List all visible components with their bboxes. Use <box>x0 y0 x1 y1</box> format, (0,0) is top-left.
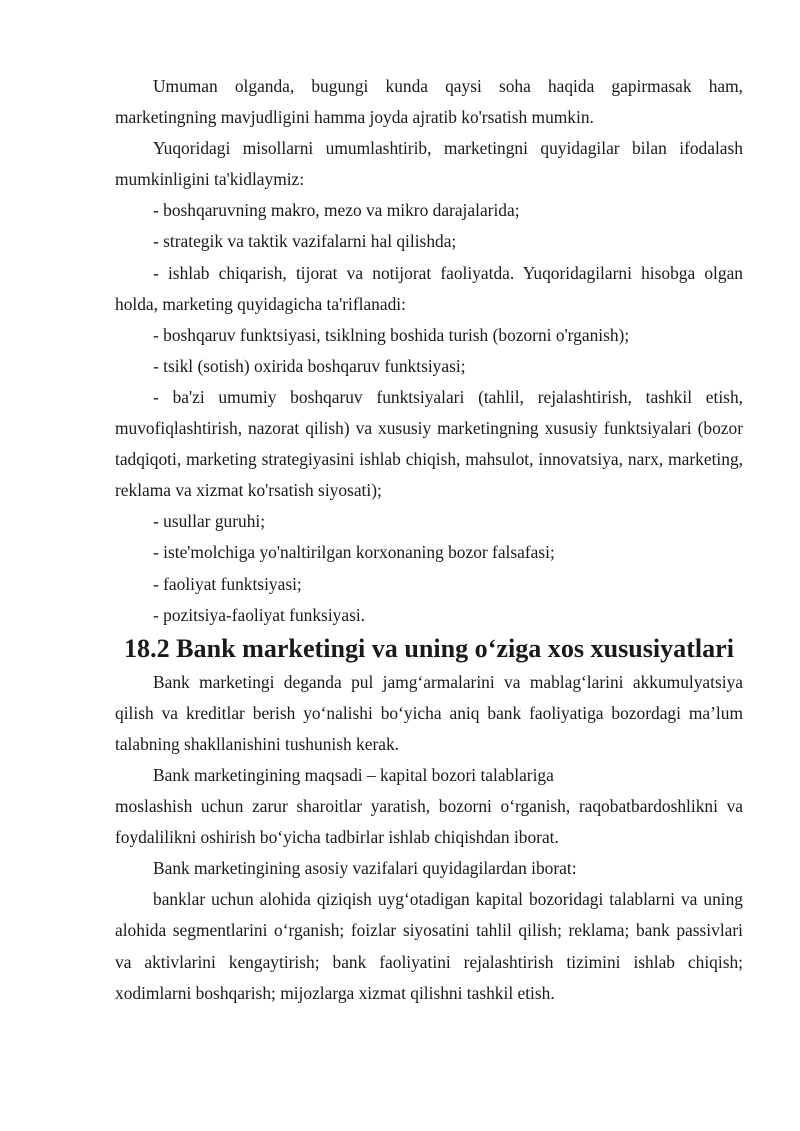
paragraph: Bank marketingining asosiy vazifalari quyidagilardan iborat: <box>153 858 577 879</box>
list-item: - boshqaruvning makro, mezo va mikro darajalarida; <box>153 200 520 221</box>
list-item: - pozitsiya-faoliyat funksiyasi. <box>153 604 366 625</box>
paragraph: banklar uchun alohida qiziqish uyg‘otadigan kapital bozoridagi talablarni va uning alohida segmentlarini o‘rganish; foizlar siyosatini tahlil qilish; reklama; bank passivlari va aktivlarini kengaytirish; bank faoliyatini rejalashtirish tizimini ishlab chiqish; xodimlarni boshqarish; mijozlarga xizmat qilishni tashkil etish. <box>115 889 743 1003</box>
paragraph: Bank marketingi deganda pul jamg‘armalarini va mablag‘larini akkumulyatsiya qilish va kreditlar berish yo‘nalishi bo‘yicha aniq bank faoliyatiga bozordagi ma’lum talabning shakllanishini tushunish kerak. <box>115 671 743 754</box>
paragraph: Bank marketingining maqsadi – kapital bozori talablariga <box>153 764 554 785</box>
paragraph: Yuqoridagi misollarni umumlashtirib, marketingni quyidagilar bilan ifodalash mumkinligini ta'kidlaymiz: <box>115 138 743 190</box>
list-item: - iste'molchiga yo'naltirilgan korxonaning bozor falsafasi; <box>153 542 555 563</box>
paragraph: moslashish uchun zarur sharoitlar yaratish, bozorni o‘rganish, raqobatbardoshlikni va foydalilikni oshirish bo‘yicha tadbirlar ishlab chiqishdan iborat. <box>115 796 743 848</box>
paragraph: Umuman olganda, bugungi kunda qaysi soha haqida gapirmasak ham, marketingning mavjudligini hamma joyda ajratib ko'rsatish mumkin. <box>115 76 743 128</box>
list-item: - strategik va taktik vazifalarni hal qilishda; <box>153 231 457 252</box>
list-item: - faoliyat funktsiyasi; <box>153 573 302 594</box>
list-item: - tsikl (sotish) oxirida boshqaruv funktsiyasi; <box>153 355 466 376</box>
list-item: - ishlab chiqarish, tijorat va notijorat faoliyatda. Yuqoridagilarni hisobga olgan holda, marketing quyidagicha ta'riflanadi: <box>115 262 743 314</box>
list-item: - boshqaruv funktsiyasi, tsiklning boshida turish (bozorni o'rganish); <box>153 324 630 345</box>
list-item: - usullar guruhi; <box>153 511 266 532</box>
list-item: - ba'zi umumiy boshqaruv funktsiyalari (tahlil, rejalashtirish, tashkil etish, muvofiqlashtirish, nazorat qilish) va xususiy marketingning xususiy funktsiyalari (bozor tadqiqoti, marketing strategiyasini ishlab chiqish, mahsulot, innovatsiya, narx, marketing, reklama va xizmat ko'rsatish siyosati); <box>115 386 743 501</box>
section-heading: 18.2 Bank marketingi va uning o‘ziga xos xususiyatlari <box>123 633 735 663</box>
